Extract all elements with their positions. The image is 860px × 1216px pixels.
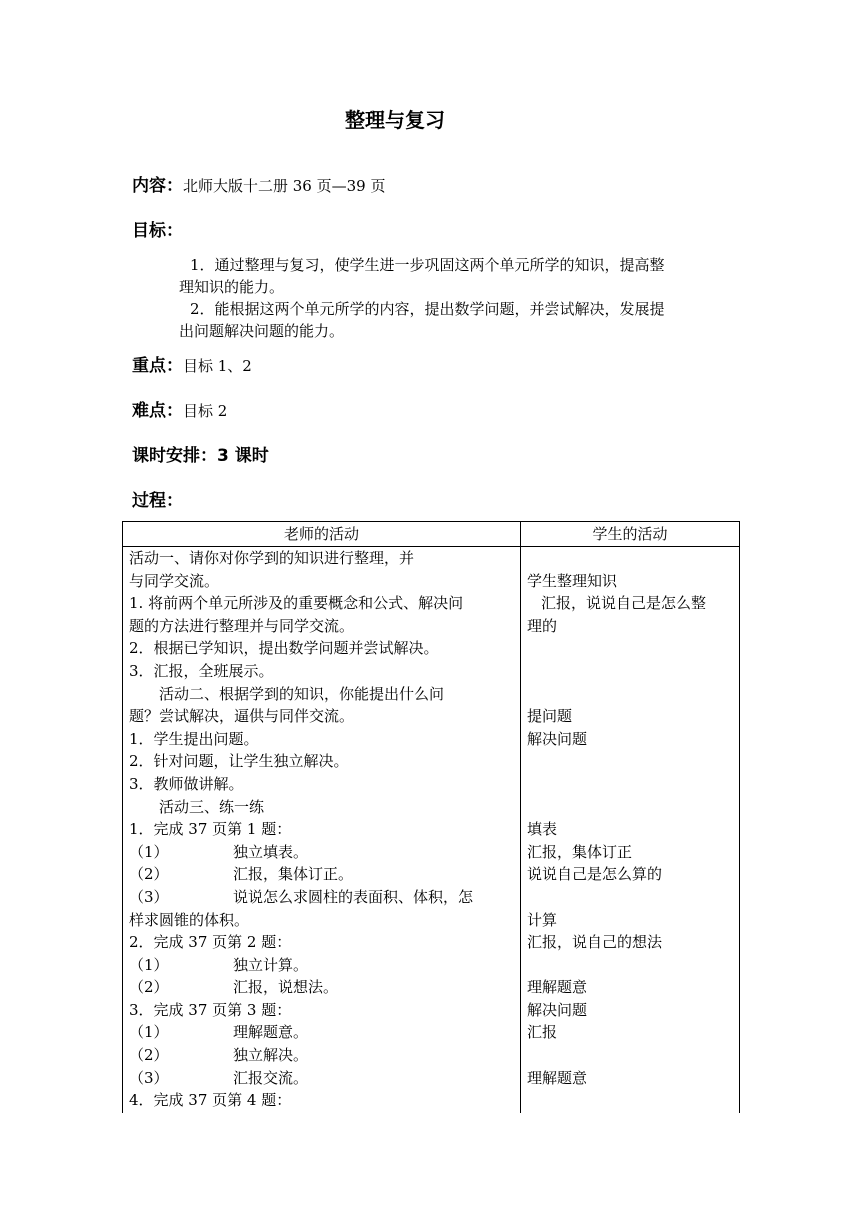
sub-text: 独立解决。: [233, 1046, 309, 1065]
difficulties-value: 目标 2: [183, 402, 228, 420]
student-line: 计算: [527, 910, 558, 929]
student-line: 学生整理知识: [527, 571, 618, 590]
student-activity-cell: [521, 547, 740, 1114]
student-line: 解决问题: [527, 1000, 588, 1019]
sub-text: 独立计算。: [233, 955, 309, 974]
student-line: 解决问题: [527, 729, 588, 748]
student-activity-header: 学生的活动: [521, 522, 740, 547]
teacher-activity-header: 老师的活动: [123, 522, 521, 547]
key-points-value: 目标 1、2: [183, 357, 252, 375]
student-line: 理解题意: [527, 978, 588, 997]
process-heading: [132, 490, 183, 512]
content-line: [132, 175, 385, 197]
sub-number: （2）: [129, 1046, 169, 1065]
goal-1-line-1: 1．通过整理与复习，使学生进一步巩固这两个单元所学的知识，提高整: [190, 256, 665, 274]
sub-number: （2）: [129, 865, 169, 884]
student-spacer: [521, 773, 739, 796]
teacher-line: 3．教师做讲解。: [129, 774, 244, 793]
student-spacer: [521, 886, 739, 909]
goal-item: [179, 254, 730, 298]
student-line: 汇报，集体订正: [527, 842, 633, 861]
schedule-label: 课时安排：3 课时: [132, 446, 269, 466]
teacher-line: [123, 954, 520, 977]
sub-text: 说说怎么求圆柱的表面积、体积，怎: [233, 887, 474, 906]
goal-1-line-2: 理知识的能力。: [179, 278, 285, 296]
teacher-line: 与同学交流。: [129, 571, 220, 590]
sub-number: （3）: [129, 1068, 169, 1087]
teacher-line: 3．完成 37 页第 3 题：: [129, 1000, 292, 1019]
content-label: 内容：: [132, 176, 183, 196]
sub-number: （1）: [129, 955, 169, 974]
student-line: 理解题意: [527, 1068, 588, 1087]
teacher-line: 1．完成 37 页第 1 题：: [129, 820, 292, 839]
difficulties-label: 难点：: [132, 401, 183, 421]
goals-list: [179, 254, 730, 342]
teacher-line: [123, 886, 520, 909]
teacher-line: 1．学生提出问题。: [129, 729, 259, 748]
teacher-line: [123, 1044, 520, 1067]
goal-2-line-2: 出问题解决问题的能力。: [179, 322, 345, 340]
student-spacer: [521, 660, 739, 683]
student-spacer: [521, 1044, 739, 1067]
teacher-line: [123, 1021, 520, 1044]
key-points-label: 重点：: [132, 356, 183, 376]
student-line: 理的: [527, 616, 558, 635]
student-spacer: [521, 796, 739, 819]
teacher-line: 1. 将前两个单元所涉及的重要概念和公式、解决问: [129, 594, 464, 613]
sub-text: 汇报，说想法。: [233, 978, 339, 997]
student-line: 提问题: [527, 707, 573, 726]
teacher-line: [123, 841, 520, 864]
student-spacer: [521, 547, 739, 570]
schedule-line: [132, 445, 269, 467]
teacher-line: 2．完成 37 页第 2 题：: [129, 933, 292, 952]
teacher-line: 活动二、根据学到的知识，你能提出什么问: [159, 684, 445, 703]
sub-number: （1）: [129, 1023, 169, 1042]
sub-text: 汇报交流。: [233, 1068, 309, 1087]
teacher-line: 3．汇报，全班展示。: [129, 661, 274, 680]
student-line: 填表: [527, 820, 558, 839]
student-spacer: [521, 683, 739, 706]
goals-label: 目标：: [132, 221, 183, 241]
student-spacer: [521, 954, 739, 977]
process-label: 过程：: [132, 491, 183, 511]
teacher-line: 样求圆锥的体积。: [129, 910, 250, 929]
student-spacer: [521, 750, 739, 773]
sub-number: （3）: [129, 887, 169, 906]
content-value: 北师大版十二册 36 页—39 页: [183, 177, 386, 195]
teacher-line: [123, 976, 520, 999]
sub-number: （1）: [129, 842, 169, 861]
teacher-line: 活动一、请你对你学到的知识进行整理，并: [129, 549, 415, 567]
student-line: 汇报，说说自己是怎么整: [541, 594, 707, 613]
teacher-line: 4．完成 37 页第 4 题：: [129, 1091, 292, 1110]
teacher-line: 题？尝试解决，逼供与同伴交流。: [129, 707, 355, 726]
student-line: 说说自己是怎么算的: [527, 865, 663, 884]
teacher-line: [123, 863, 520, 886]
student-spacer: [521, 637, 739, 660]
sub-number: （2）: [129, 978, 169, 997]
sub-text: 独立填表。: [233, 842, 309, 861]
teacher-line: 2．根据已学知识，提出数学问题并尝试解决。: [129, 639, 439, 658]
goal-item: [179, 298, 730, 342]
teacher-line: [123, 1067, 520, 1090]
table-header-row: [123, 522, 740, 547]
teacher-line: 2．针对问题，让学生独立解决。: [129, 752, 349, 771]
table-row: [123, 547, 740, 1114]
goal-2-line-1: 2．能根据这两个单元所学的内容，提出数学问题，并尝试解决，发展提: [190, 300, 665, 318]
difficulties-line: [132, 400, 227, 422]
teacher-line: 活动三、练一练: [159, 797, 265, 816]
teacher-line: 题的方法进行整理并与同学交流。: [129, 616, 355, 635]
student-line: 汇报: [527, 1023, 558, 1042]
sub-text: 理解题意。: [233, 1023, 309, 1042]
student-line: 汇报，说自己的想法: [527, 933, 663, 952]
teacher-activity-cell: [123, 547, 521, 1114]
goals-heading: [132, 220, 183, 242]
sub-text: 汇报，集体订正。: [233, 865, 354, 884]
key-points-line: [132, 355, 252, 377]
page-title: 整理与复习: [345, 108, 445, 132]
activity-table: [122, 521, 740, 1113]
